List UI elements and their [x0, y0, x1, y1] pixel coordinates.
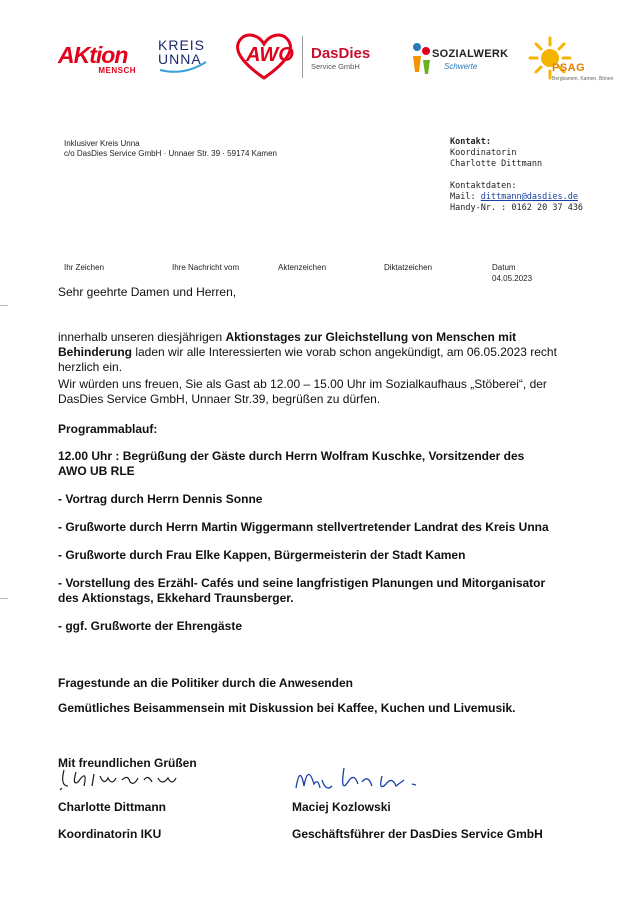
awo-logo	[232, 32, 296, 82]
dasdies-sub: Service GmbH	[311, 62, 360, 71]
salutation: Sehr geehrte Damen und Herren,	[58, 285, 237, 299]
left-signature-icon	[58, 764, 198, 794]
program-item: - Vortrag durch Herrn Dennis Sonne	[58, 492, 263, 506]
ref-datum-label: Datum	[492, 263, 516, 272]
right-signatory-name: Maciej Kozlowski	[292, 800, 391, 814]
aktion-mensch-logo	[58, 44, 136, 75]
closing-item: Gemütliches Beisammensein mit Diskussion bei Kaffee, Kuchen und Livemusik.	[58, 701, 516, 715]
dasdies-logo	[311, 46, 391, 71]
paragraph-location: Wir würden uns freuen, Sie als Gast ab 12.00 – 15.00 Uhr im Sozialkaufhaus „Stöberei“, der DasDies Service GmbH, Unnaer Str.39, begrüßen zu dürfen.	[58, 377, 547, 406]
contact-mail-line	[450, 192, 620, 203]
para1-post: laden wir alle Interessierten wie vorab schon angekündigt, am 06.05.2023 recht herzlich ein.	[58, 345, 557, 374]
ref-diktatzeichen: Diktatzeichen	[384, 263, 433, 272]
para1-bold: Aktionstages zur Gleichstellung von Menschen mit Behinderung	[58, 330, 517, 359]
fold-mark	[0, 598, 8, 599]
ref-ihre-nachricht: Ihre Nachricht vom	[172, 263, 240, 272]
right-signatory-title: Geschäftsführer der DasDies Service GmbH	[292, 827, 543, 841]
sozialwerk-figures-icon	[410, 42, 432, 76]
kreis-unna-logo	[158, 38, 210, 66]
psag-sub: Bergkamen, Kamen, Bönen	[552, 76, 614, 82]
closing-item: Fragestunde an die Politiker durch die Anwesenden	[58, 676, 353, 690]
aktion-mensch-sub: MENSCH	[98, 66, 136, 75]
ref-datum-value: 04.05.2023	[492, 274, 533, 283]
left-signatory-name: Charlotte Dittmann	[58, 800, 166, 814]
logo-divider	[302, 36, 303, 78]
contact-phone: Handy-Nr. : 0162 20 37 436	[450, 203, 584, 213]
ref-ihr-zeichen: Ihr Zeichen	[64, 263, 105, 272]
left-signatory-title: Koordinatorin IKU	[58, 827, 162, 841]
awo-word: AWO	[246, 44, 294, 66]
program-item: - Vorstellung des Erzähl- Cafés und seine langfristigen Planungen und Mitorganisator des Aktionstags, Ekkehard Traunsberger.	[58, 576, 546, 605]
right-signature-icon	[292, 758, 452, 798]
kreis-unna-line2: UNNA	[158, 51, 202, 67]
contact-mail-link[interactable]: dittmann@dasdies.de	[480, 192, 578, 202]
contact-name: Charlotte Dittmann	[450, 159, 543, 169]
sender-block	[64, 139, 364, 159]
para1-pre: innerhalb unseren diesjährigen	[58, 330, 226, 344]
program-item: - Grußworte durch Frau Elke Kappen, Bürgermeisterin der Stadt Kamen	[58, 548, 466, 562]
logo-strip	[0, 30, 630, 90]
sender-line1: Inklusiver Kreis Unna	[64, 139, 140, 148]
sender-line2: c/o DasDies Service GmbH · Unnaer Str. 39 · 59174 Kamen	[64, 149, 277, 158]
program-item: - ggf. Grußworte der Ehrengäste	[58, 619, 243, 633]
sozialwerk-logo	[410, 40, 509, 84]
contact-role: Koordinatorin	[450, 148, 517, 158]
dasdies-word: DasDies	[311, 45, 371, 62]
ref-aktenzeichen: Aktenzeichen	[278, 263, 327, 272]
paragraph-invitation	[58, 330, 558, 375]
psag-word: PSAG	[552, 62, 586, 74]
kreis-unna-swoosh-icon	[158, 60, 210, 74]
psag-logo	[528, 36, 622, 86]
contact-data-heading: Kontaktdaten:	[450, 181, 517, 191]
sozialwerk-word: SOZIALWERK	[432, 48, 509, 60]
contact-heading: Kontakt:	[450, 137, 491, 147]
contact-block	[450, 137, 620, 214]
program-item: - Grußworte durch Herrn Martin Wiggermann stellvertretender Landrat des Kreis Unna	[58, 520, 549, 534]
greeting: Mit freundlichen Grüßen	[58, 756, 197, 770]
sozialwerk-sub: Schwerte	[444, 62, 478, 71]
kreis-unna-line1: KREIS	[158, 37, 206, 53]
contact-mail-label: Mail:	[450, 192, 476, 202]
aktion-mensch-word: AKtion	[58, 42, 128, 68]
program-item: 12.00 Uhr : Begrüßung der Gäste durch Herrn Wolfram Kuschke, Vorsitzender des AWO UB RLE	[58, 449, 525, 478]
program-heading: Programmablauf:	[58, 422, 158, 436]
fold-mark	[0, 305, 8, 306]
